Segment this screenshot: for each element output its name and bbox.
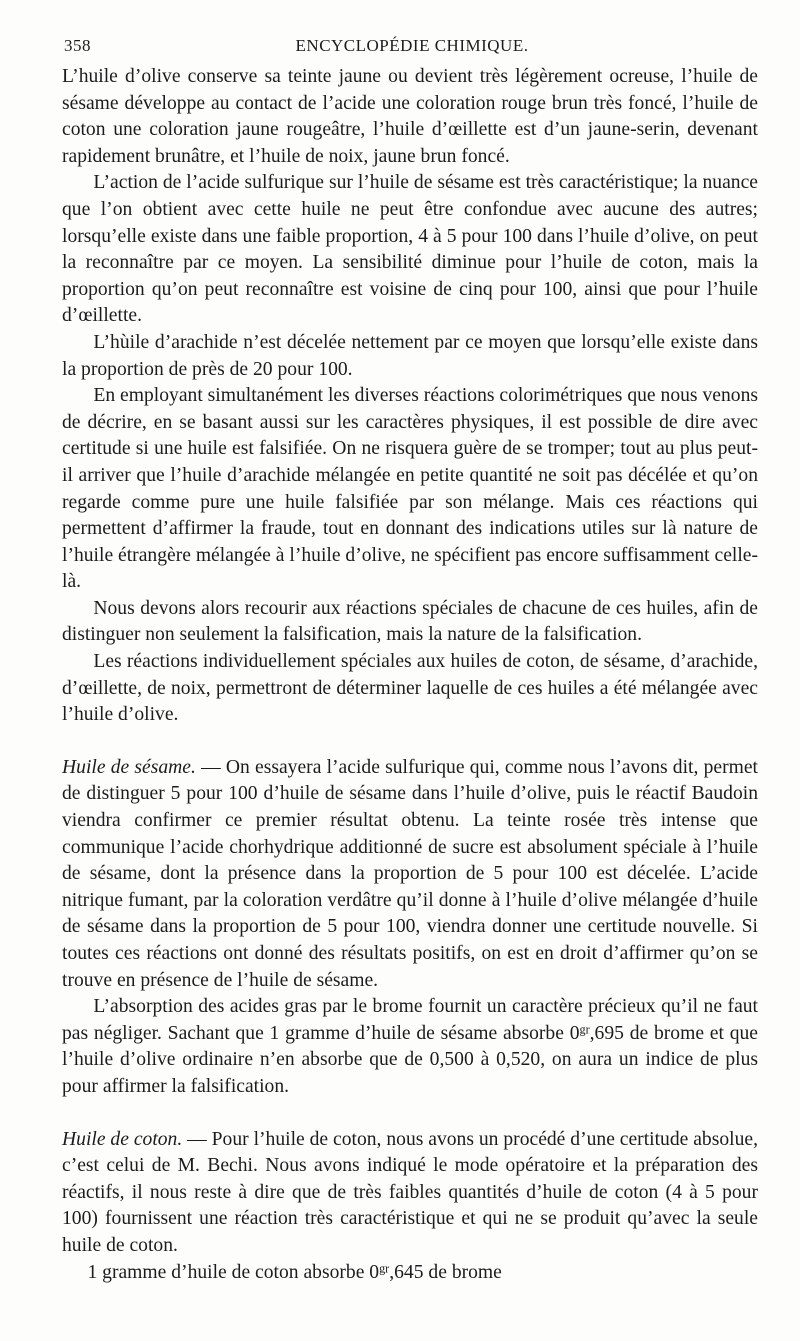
paragraph-text: ,695 de brome et que l’huile d’olive ordinaire n’en absorbe que de 0,500 à 0,520, on aura un indice de plus pour affirmer la falsification. [62,1022,758,1097]
paragraph: En employant simultanément les diverses réactions colorimétriques que nous venons de décrire, en se basant aussi sur les caractères physiques, il est possible de dire avec certitude si une huile est falsifiée. On ne risquera guère de se tromper; tout au plus peut-il arriver que l’huile d’arachide mélangée en petite quantité ne soit pas décélée et qu’on regarde comme pure une huile falsifiée par son mélange. Mais ces réactions qui permettent d’affirmer la fraude, tout en donnant des indications utiles sur là nature de l’huile étrangère mélangée à l’huile d’olive, ne spécifient pas encore suffisamment celle-là. [62,385,758,593]
paragraph-text: — On essayera l’acide sulfurique qui, comme nous l’avons dit, permet de distinguer 5 pour 100 d’huile de sésame dans l’huile d’olive, puis le réactif Baudoin viendra confirmer ce premier résultat obtenu. La teinte rosée très intense que communique l’acide chorhydrique additionné de sucre est absolument spéciale à l’huile de sésame, dont la présence dans la proportion de 5 pour 100 est décelée. L’acide nitrique fumant, par la coloration verdâtre qu’il donne à l’huile d’olive mélangée d’huile de sésame dans la proportion de 5 pour 100, viendra donner une certitude nouvelle. Si toutes ces réactions ont donné des résultats positifs, on est en droit d’affirmer qu’on se trouve en présence de l’huile de sésame. [62,756,758,991]
unit-superscript: gr [579,1022,590,1037]
section-heading-sesame: Huile de sésame. [62,756,196,778]
unit-superscript: gr [379,1261,390,1276]
paragraph-text: 1 gramme d’huile de coton absorbe 0 [87,1261,380,1283]
section-sesame [62,755,758,994]
paragraph-text: — Pour l’huile de coton, nous avons un procédé d’une certitude absolue, c’est celui de M. Bechi. Nous avons indiqué le mode opératoire et la préparation des réactifs, il nous reste à dire que de très faibles quantités d’huile de coton (4 à 5 pour 100) fournissent une réaction très caractéristique et qui ne se produit qu’avec la seule huile de coton. [62,1128,758,1256]
body-text [62,64,758,1286]
section-coton [62,1127,758,1260]
running-header [64,36,760,62]
paragraph [62,994,758,1100]
paragraph-text: L’absorption des acides gras par le brome fournit un caractère précieux qu’il ne faut pas négliger. Sachant que 1 gramme d’huile de sésame absorbe 0 [62,996,758,1044]
paragraph: L’hùile d’arachide n’est décelée nettement par ce moyen que lorsqu’elle existe dans la proportion de près de 20 pour 100. [62,331,758,380]
section-gap [62,729,758,755]
section-heading-coton: Huile de coton. [62,1128,183,1150]
page-number: 358 [64,36,91,55]
section-gap [62,1101,758,1127]
paragraph: Nous devons alors recourir aux réactions spéciales de chacune de ces huiles, afin de distinguer non seulement la falsification, mais la nature de la falsification. [62,597,758,646]
running-title: ENCYCLOPÉDIE CHIMIQUE. [295,36,529,55]
paragraph: L’huile d’olive conserve sa teinte jaune ou devient très légèrement ocreuse, l’huile de sésame développe au contact de l’acide une coloration rouge brun très foncé, l’huile de coton une coloration jaune rougeâtre, l’huile d’œillette est d’un jaune-serin, devenant rapidement brunâtre, et l’huile de noix, jaune brun foncé. [62,66,758,167]
paragraph: L’action de l’acide sulfurique sur l’huile de sésame est très caractéristique; la nuance que l’on obtient avec cette huile ne peut être confondue avec aucune des autres; lorsqu’elle existe dans une faible proportion, 4 à 5 pour 100 dans l’huile d’olive, on peut la reconnaître par ce moyen. La sensibilité diminue pour l’huile de coton, mais la proportion qu’on peut reconnaître est voisine de cinq pour 100, ainsi que pour l’huile d’œillette. [62,172,758,327]
paragraph [62,1260,758,1287]
paragraph: Les réactions individuellement spéciales aux huiles de coton, de sésame, d’arachide, d’œillette, de noix, permettront de déterminer laquelle de ces huiles a été mélangée avec l’huile d’olive. [62,651,758,726]
paragraph-text: ,645 de brome [389,1261,502,1283]
